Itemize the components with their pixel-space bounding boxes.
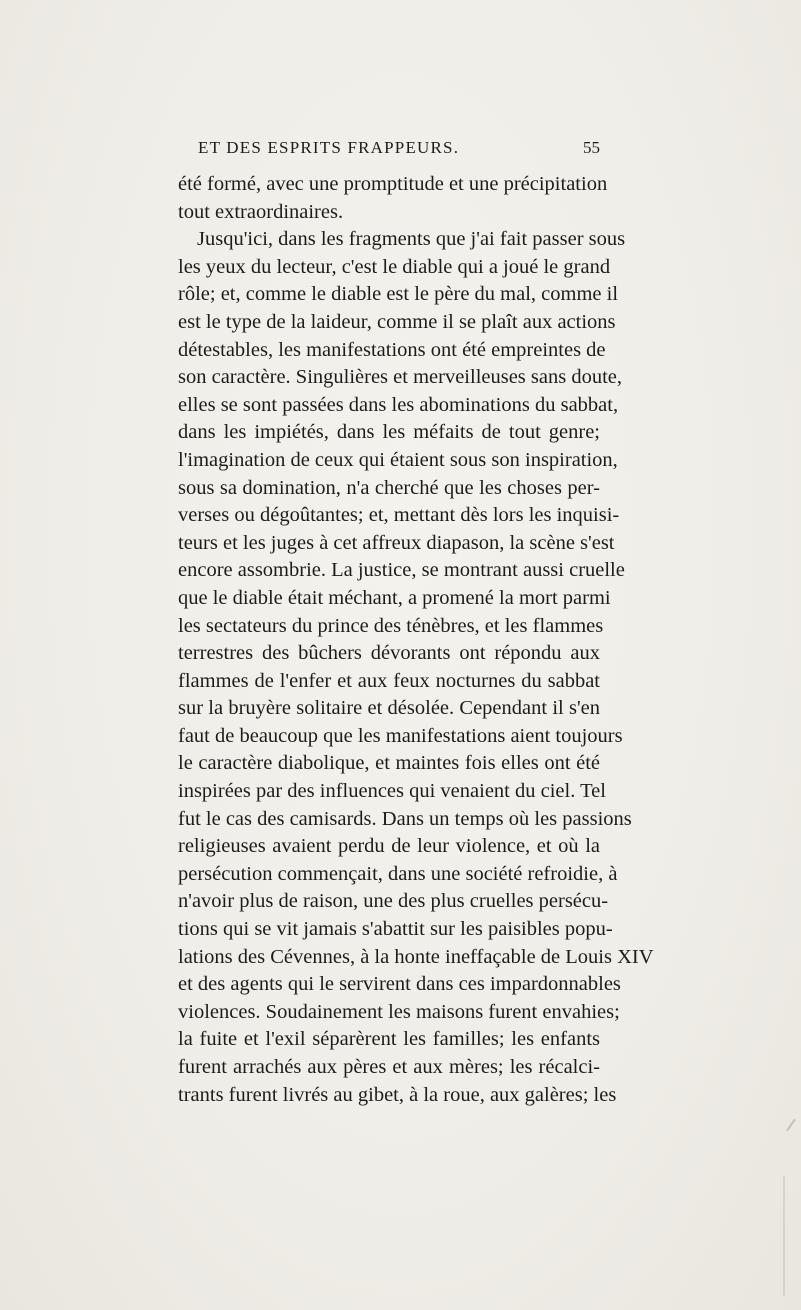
text-line: le caractère diabolique, et maintes fois elles ont été bbox=[178, 752, 600, 775]
text-line: verses ou dégoûtantes; et, mettant dès lors les inquisi- bbox=[178, 504, 620, 527]
running-head bbox=[180, 138, 600, 162]
text-line: lations des Cévennes, à la honte ineffaçable de Louis XIV bbox=[178, 945, 654, 968]
text-line: la fuite et l'exil séparèrent les familles; les enfants bbox=[178, 1028, 600, 1051]
text-line: violences. Soudainement les maisons furent envahies; bbox=[178, 1000, 620, 1023]
text-line: furent arrachés aux pères et aux mères; les récalci- bbox=[178, 1056, 600, 1078]
text-line: que le diable était méchant, a promené la mort parmi bbox=[178, 586, 611, 609]
paper-mark bbox=[786, 1119, 796, 1132]
text-line: faut de beaucoup que les manifestations aient toujours bbox=[178, 724, 623, 747]
text-line: inspirées par des influences qui venaient du ciel. Tel bbox=[178, 780, 606, 803]
paper-mark bbox=[783, 1176, 785, 1296]
text-line: les sectateurs du prince des ténèbres, et les flammes bbox=[178, 614, 604, 637]
text-line: n'avoir plus de raison, une des plus cruelles persécu- bbox=[178, 890, 609, 913]
text-line: encore assombrie. La justice, se montrant aussi cruelle bbox=[178, 559, 625, 582]
text-line: Jusqu'ici, dans les fragments que j'ai fait passer sous bbox=[197, 228, 626, 251]
text-line: flammes de l'enfer et aux feux nocturnes du sabbat bbox=[178, 669, 600, 692]
text-line: teurs et les juges à cet affreux diapason, la scène s'est bbox=[178, 531, 615, 554]
text-line: rôle; et, comme le diable est le père du mal, comme il bbox=[178, 283, 619, 306]
text-line: sur la bruyère solitaire et désolée. Cependant il s'en bbox=[178, 697, 600, 720]
text-line: sous sa domination, n'a cherché que les choses per- bbox=[178, 476, 600, 499]
text-line: est le type de la laideur, comme il se plaît aux actions bbox=[178, 310, 616, 333]
running-title: ET DES ESPRITS FRAPPEURS. bbox=[198, 138, 460, 157]
text-line: détestables, les manifestations ont été empreintes de bbox=[178, 338, 606, 361]
page-number: 55 bbox=[583, 138, 600, 157]
text-line: elles se sont passées dans les abominations du sabbat, bbox=[178, 393, 619, 416]
text-line: et des agents qui le servirent dans ces impardonnables bbox=[178, 973, 621, 996]
text-line: persécution commençait, dans une société refroidie, à bbox=[178, 862, 618, 885]
text-line: dans les impiétés, dans les méfaits de tout genre; bbox=[178, 421, 600, 444]
text-line: religieuses avaient perdu de leur violence, et où la bbox=[178, 835, 600, 858]
text-line: fut le cas des camisards. Dans un temps où les passions bbox=[178, 807, 632, 830]
text-line: tout extraordinaires. bbox=[178, 200, 344, 223]
body-text bbox=[178, 171, 654, 1109]
text-line: les yeux du lecteur, c'est le diable qui a joué le grand bbox=[178, 255, 611, 278]
text-line: tions qui se vit jamais s'abattit sur les paisibles popu- bbox=[178, 918, 613, 941]
text-line: trants furent livrés au gibet, à la roue, aux galères; les bbox=[178, 1083, 617, 1106]
text-line: été formé, avec une promptitude et une précipitation bbox=[178, 173, 608, 195]
text-line: l'imagination de ceux qui étaient sous son inspiration, bbox=[178, 448, 618, 471]
text-line: terrestres des bûchers dévorants ont répondu aux bbox=[178, 642, 600, 665]
text-line: son caractère. Singulières et merveilleuses sans doute, bbox=[178, 366, 623, 389]
